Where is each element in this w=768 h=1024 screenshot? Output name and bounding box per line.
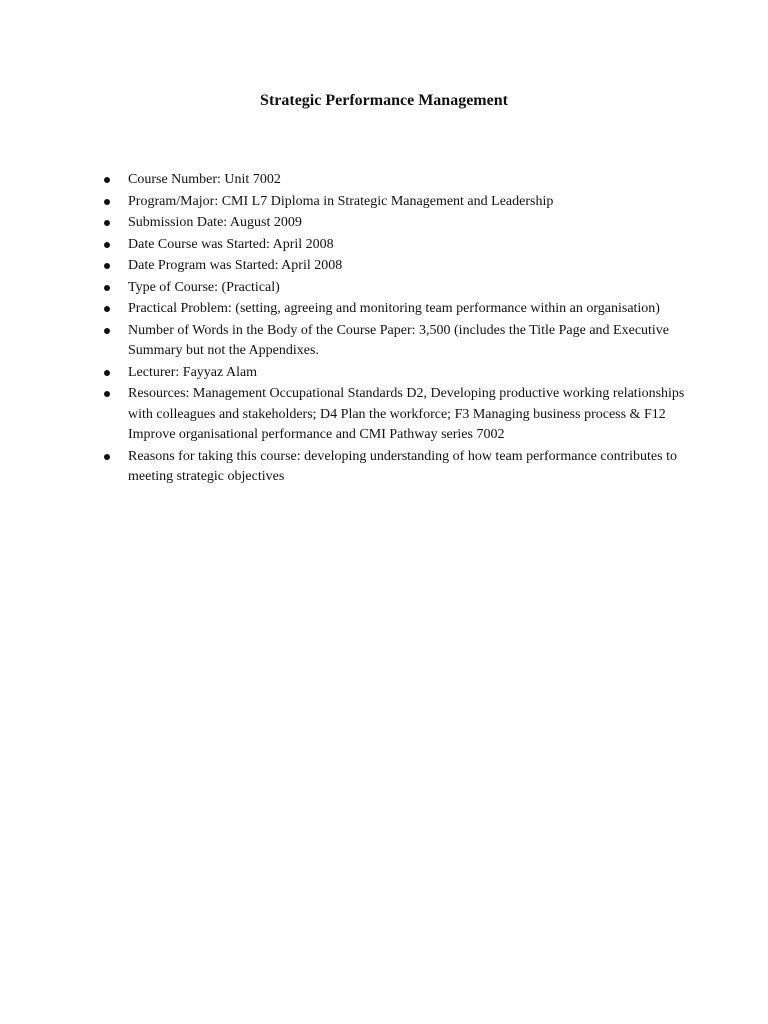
list-item-text: Date Program was Started: April 2008	[128, 258, 343, 273]
list-item	[0, 213, 688, 234]
list-item-text: Submission Date: August 2009	[128, 215, 302, 230]
list-item-text: Course Number: Unit 7002	[128, 172, 281, 187]
list-item	[0, 235, 688, 256]
bullet-icon	[104, 242, 110, 248]
document-title: Strategic Performance Management	[260, 92, 508, 109]
bullet-icon	[104, 328, 110, 334]
list-item-text: Number of Words in the Body of the Course Paper: 3,500 (includes the Title Page and Executive Summary but not the Appendixes.	[128, 322, 670, 358]
bullet-icon	[104, 306, 110, 312]
bullet-icon	[104, 263, 110, 269]
list-item	[0, 384, 688, 446]
bullet-icon	[104, 454, 110, 460]
list-item	[0, 363, 688, 384]
bullet-icon	[104, 391, 110, 397]
bullet-icon	[104, 199, 110, 205]
list-item-text: Lecturer: Fayyaz Alam	[128, 364, 258, 380]
list-item	[0, 256, 688, 277]
list-item-text: Practical Problem: (setting, agreeing and monitoring team performance within an organisation)	[128, 301, 660, 316]
bullet-icon	[104, 220, 110, 226]
list-item-text: Reasons for taking this course: developing understanding of how team performance contributes to meeting strategic objectives	[128, 448, 677, 484]
bullet-icon	[104, 285, 110, 291]
list-item-text: Date Course was Started: April 2008	[128, 236, 334, 252]
list-item-text: Type of Course: (Practical)	[128, 279, 280, 295]
list-item	[0, 447, 688, 488]
bullet-icon	[104, 177, 110, 183]
list-item-text: Program/Major: CMI L7 Diploma in Strategic Management and Leadership	[128, 193, 554, 209]
list-item	[0, 170, 688, 191]
list-item	[0, 192, 688, 213]
course-details-list	[0, 170, 688, 489]
bullet-icon	[104, 370, 110, 376]
list-item-text: Resources: Management Occupational Standards D2, Developing productive working relationships with colleagues and stakeholders; D4 Plan the workforce; F3 Managing business process & F12 Improve organisational performance and CMI Pathway series 7002	[128, 386, 685, 442]
list-item	[0, 278, 688, 299]
list-item	[0, 299, 688, 320]
list-item	[0, 321, 688, 362]
